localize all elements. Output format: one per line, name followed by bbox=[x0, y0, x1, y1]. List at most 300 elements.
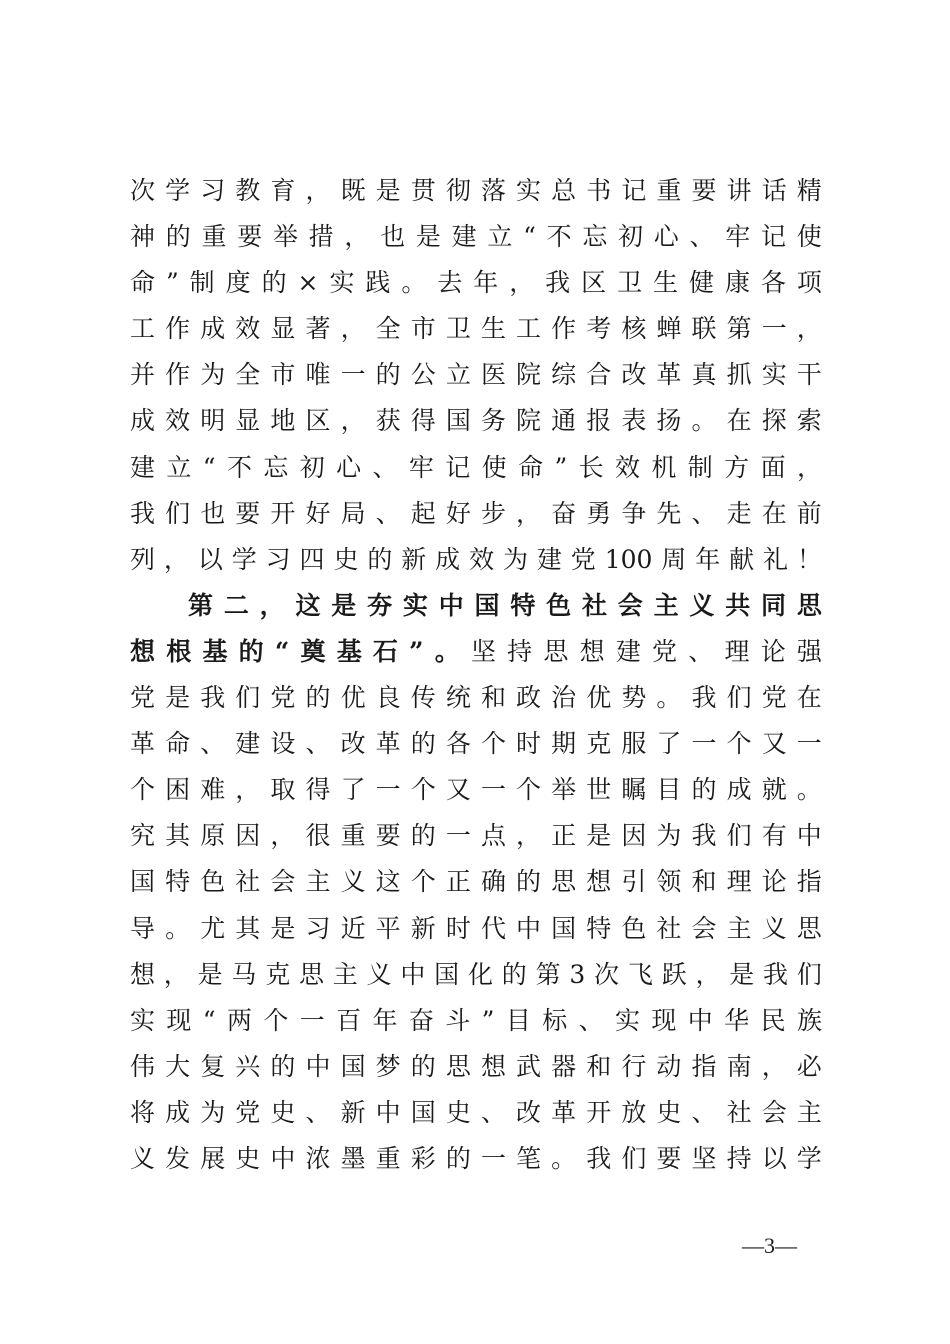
glyph: 话 bbox=[761, 176, 797, 205]
line-text bbox=[130, 176, 822, 205]
glyph: 抓 bbox=[726, 360, 762, 390]
glyph: 中 bbox=[516, 913, 552, 943]
glyph: 重 bbox=[201, 222, 238, 252]
glyph: 习 bbox=[265, 544, 300, 574]
glyph: 次 bbox=[585, 959, 628, 989]
glyph: 步 bbox=[480, 498, 517, 528]
glyph: 基 bbox=[336, 636, 373, 666]
glyph: 思 bbox=[796, 913, 822, 943]
glyph: 统 bbox=[445, 683, 481, 713]
glyph: 先 bbox=[656, 498, 692, 528]
glyph: 革 bbox=[130, 729, 166, 759]
line-text bbox=[130, 1006, 822, 1035]
glyph: 大 bbox=[165, 1051, 201, 1081]
glyph: 显 bbox=[270, 314, 306, 344]
glyph: 色 bbox=[621, 913, 657, 943]
glyph: 干 bbox=[796, 360, 822, 390]
glyph: 命 bbox=[130, 268, 166, 298]
glyph: 奋 bbox=[408, 1005, 446, 1035]
glyph: 明 bbox=[200, 406, 236, 436]
glyph: 个 bbox=[410, 775, 446, 805]
glyph: 献 bbox=[729, 544, 764, 574]
glyph: 的 bbox=[305, 683, 341, 713]
glyph: 理 bbox=[726, 867, 762, 897]
glyph: 党 bbox=[652, 636, 689, 666]
glyph: 在 bbox=[796, 683, 822, 713]
glyph: 设 bbox=[270, 729, 306, 759]
glyph: 史 bbox=[235, 1143, 271, 1173]
glyph: 南 bbox=[726, 1051, 762, 1081]
glyph: 会 bbox=[617, 590, 654, 620]
glyph: 主 bbox=[726, 913, 762, 943]
glyph: 百 bbox=[336, 1005, 373, 1035]
glyph: 要 bbox=[237, 222, 273, 252]
glyph: 第 bbox=[535, 959, 570, 989]
glyph: 地 bbox=[270, 406, 306, 436]
glyph: 领 bbox=[656, 867, 692, 897]
glyph: ， bbox=[344, 222, 381, 252]
glyph: 。 bbox=[551, 1143, 587, 1173]
glyph: 会 bbox=[761, 1097, 797, 1127]
glyph: 的 bbox=[375, 360, 411, 390]
glyph: 也 bbox=[380, 222, 416, 252]
glyph: 建 bbox=[536, 544, 571, 574]
glyph: 放 bbox=[621, 1097, 657, 1127]
glyph: 的 bbox=[270, 1051, 306, 1081]
glyph: 、 bbox=[578, 1005, 615, 1035]
glyph: 点 bbox=[480, 821, 517, 851]
glyph: 争 bbox=[621, 498, 657, 528]
glyph: 措 bbox=[308, 222, 345, 252]
glyph: 想 bbox=[130, 636, 167, 666]
glyph: 四 bbox=[299, 544, 334, 574]
glyph: 是 bbox=[375, 176, 411, 205]
glyph: 一 bbox=[480, 775, 517, 805]
glyph: 我 bbox=[763, 959, 797, 989]
glyph: 列 bbox=[130, 544, 164, 574]
glyph: 院 bbox=[516, 360, 552, 390]
text-line bbox=[130, 998, 822, 1044]
glyph: 实 bbox=[761, 360, 797, 390]
glyph: 举 bbox=[551, 775, 587, 805]
glyph: 效 bbox=[469, 544, 503, 574]
glyph: 立 bbox=[487, 222, 524, 252]
glyph: 持 bbox=[726, 1143, 762, 1173]
glyph: 走 bbox=[726, 498, 762, 528]
glyph: 实 bbox=[402, 590, 439, 620]
glyph: 现 bbox=[651, 1005, 688, 1035]
glyph: 个 bbox=[410, 867, 446, 897]
glyph: ， bbox=[340, 314, 376, 344]
glyph: 取 bbox=[270, 775, 306, 805]
glyph: 年 bbox=[695, 544, 730, 574]
glyph: 、 bbox=[200, 729, 236, 759]
glyph: 革 bbox=[656, 360, 692, 390]
glyph: 记 bbox=[445, 452, 482, 482]
glyph: 革 bbox=[375, 729, 411, 759]
glyph: 精 bbox=[796, 176, 822, 205]
glyph: 效 bbox=[615, 452, 652, 482]
glyph: 们 bbox=[165, 498, 201, 528]
glyph: 市 bbox=[410, 314, 446, 344]
glyph: 卫 bbox=[617, 268, 654, 298]
glyph: 神 bbox=[130, 222, 166, 252]
glyph: 面 bbox=[760, 452, 797, 482]
glyph: 建 bbox=[130, 452, 167, 482]
glyph: 个 bbox=[130, 775, 166, 805]
glyph: ， bbox=[761, 1051, 797, 1081]
glyph: 方 bbox=[724, 452, 761, 482]
glyph: ” bbox=[409, 636, 424, 666]
glyph: 工 bbox=[516, 314, 552, 344]
glyph: 史 bbox=[333, 544, 368, 574]
glyph: 生 bbox=[480, 314, 517, 344]
glyph: 党 bbox=[270, 683, 306, 713]
glyph: 们 bbox=[726, 821, 762, 851]
line-text bbox=[130, 222, 822, 251]
glyph: 根 bbox=[166, 636, 203, 666]
line-text bbox=[130, 406, 822, 435]
glyph: 成 bbox=[726, 775, 762, 805]
glyph: 这 bbox=[375, 867, 411, 897]
glyph: 。 bbox=[656, 683, 692, 713]
line-text bbox=[130, 314, 822, 343]
glyph: 又 bbox=[761, 729, 797, 759]
text-line bbox=[130, 952, 822, 998]
glyph: 既 bbox=[340, 176, 376, 205]
glyph: 在 bbox=[761, 498, 797, 528]
glyph: 一 bbox=[761, 314, 797, 344]
glyph: 共 bbox=[725, 590, 761, 620]
glyph: “ bbox=[202, 452, 216, 482]
text-line bbox=[130, 260, 822, 306]
glyph: 义 bbox=[130, 1143, 166, 1173]
text-line bbox=[130, 906, 822, 952]
glyph: 我 bbox=[200, 683, 236, 713]
glyph: 很 bbox=[305, 821, 341, 851]
page-number: —3— bbox=[742, 1233, 797, 1258]
text-line bbox=[130, 859, 822, 905]
glyph: 特 bbox=[165, 867, 201, 897]
glyph: 想 bbox=[586, 867, 622, 897]
glyph: 通 bbox=[551, 406, 587, 436]
glyph: 瞩 bbox=[621, 775, 657, 805]
glyph: 马 bbox=[231, 959, 266, 989]
glyph: 联 bbox=[691, 314, 727, 344]
glyph: ， bbox=[259, 590, 296, 620]
glyph: 伟 bbox=[130, 1051, 166, 1081]
glyph: 心 bbox=[336, 452, 373, 482]
glyph: 我 bbox=[130, 498, 166, 528]
glyph: 国 bbox=[445, 406, 481, 436]
glyph: 改 bbox=[340, 729, 376, 759]
glyph: 0 bbox=[620, 544, 637, 574]
glyph: 思 bbox=[551, 867, 587, 897]
glyph: 器 bbox=[551, 1051, 587, 1081]
glyph: 真 bbox=[691, 360, 727, 390]
glyph: 报 bbox=[586, 406, 622, 436]
glyph: 一 bbox=[691, 729, 727, 759]
glyph: 为 bbox=[200, 1097, 236, 1127]
glyph: 义 bbox=[689, 590, 726, 620]
glyph: 不 bbox=[215, 452, 264, 482]
glyph: 时 bbox=[516, 729, 552, 759]
glyph: 兴 bbox=[235, 1051, 271, 1081]
glyph: 中 bbox=[270, 1143, 306, 1173]
glyph: 了 bbox=[340, 775, 376, 805]
glyph: 的 bbox=[516, 867, 552, 897]
glyph: 实 bbox=[516, 176, 552, 205]
line-text bbox=[130, 360, 822, 389]
glyph: 势 bbox=[621, 683, 657, 713]
line-text bbox=[130, 867, 822, 896]
glyph: 优 bbox=[340, 683, 376, 713]
glyph: 0 bbox=[636, 544, 653, 574]
glyph: 的 bbox=[165, 222, 202, 252]
glyph: 、 bbox=[305, 1097, 341, 1127]
glyph: 为 bbox=[656, 821, 692, 851]
glyph: 制 bbox=[178, 268, 226, 298]
text-line bbox=[130, 813, 822, 859]
glyph: 、 bbox=[688, 636, 725, 666]
glyph: 社 bbox=[235, 867, 271, 897]
text-line bbox=[130, 445, 822, 491]
glyph: 一 bbox=[480, 1143, 517, 1173]
glyph: 的 bbox=[238, 636, 275, 666]
glyph: 党 bbox=[570, 544, 605, 574]
glyph: 是 bbox=[270, 913, 306, 943]
glyph: 使 bbox=[796, 222, 822, 252]
glyph: 的 bbox=[501, 959, 536, 989]
glyph: 探 bbox=[761, 406, 797, 436]
glyph: 石 bbox=[372, 636, 410, 666]
glyph: 3 bbox=[569, 959, 586, 989]
glyph: 复 bbox=[200, 1051, 236, 1081]
glyph: “ bbox=[202, 1005, 216, 1035]
glyph: 立 bbox=[445, 360, 481, 390]
glyph: 也 bbox=[200, 498, 236, 528]
glyph: 代 bbox=[480, 913, 517, 943]
glyph: 的 bbox=[410, 821, 446, 851]
glyph: 武 bbox=[516, 1051, 552, 1081]
glyph: 学 bbox=[231, 544, 266, 574]
glyph: 成 bbox=[165, 1097, 201, 1127]
glyph: 又 bbox=[445, 775, 481, 805]
glyph: ， bbox=[516, 821, 552, 851]
glyph: 个 bbox=[480, 729, 517, 759]
glyph: 政 bbox=[516, 683, 552, 713]
glyph: 书 bbox=[586, 176, 622, 205]
glyph: 国 bbox=[340, 1051, 376, 1081]
text-line bbox=[130, 214, 822, 260]
glyph: 引 bbox=[621, 867, 657, 897]
line-text bbox=[130, 775, 822, 804]
glyph: 其 bbox=[235, 913, 271, 943]
glyph: 化 bbox=[467, 959, 502, 989]
glyph: 义 bbox=[761, 913, 797, 943]
line-text bbox=[130, 821, 822, 850]
glyph: 中 bbox=[438, 590, 475, 620]
glyph: 中 bbox=[687, 1005, 725, 1035]
glyph: 我 bbox=[691, 821, 727, 851]
glyph: 为 bbox=[502, 544, 537, 574]
glyph: ！ bbox=[796, 544, 822, 574]
glyph: 民 bbox=[760, 1005, 797, 1035]
glyph: 周 bbox=[652, 544, 696, 574]
glyph: 育 bbox=[270, 176, 306, 205]
glyph: 平 bbox=[375, 913, 411, 943]
glyph: ， bbox=[509, 268, 546, 298]
glyph: ， bbox=[796, 452, 822, 482]
glyph: 开 bbox=[270, 498, 306, 528]
glyph: 困 bbox=[165, 775, 201, 805]
glyph: 、 bbox=[691, 498, 727, 528]
glyph: 扬 bbox=[656, 406, 692, 436]
glyph: 是 bbox=[165, 683, 201, 713]
glyph: 中 bbox=[305, 1051, 341, 1081]
glyph: 国 bbox=[474, 590, 511, 620]
glyph: 难 bbox=[200, 775, 236, 805]
glyph: 公 bbox=[410, 360, 446, 390]
glyph: 一 bbox=[375, 775, 411, 805]
glyph: 行 bbox=[621, 1051, 657, 1081]
glyph: 一 bbox=[299, 1005, 337, 1035]
glyph: 克 bbox=[586, 729, 622, 759]
glyph: 史 bbox=[656, 1097, 692, 1127]
glyph: 的 bbox=[367, 544, 402, 574]
glyph: 得 bbox=[410, 406, 446, 436]
glyph: 区 bbox=[581, 268, 618, 298]
glyph: 目 bbox=[494, 1005, 543, 1035]
section-heading-line bbox=[130, 583, 822, 629]
glyph: 。 bbox=[423, 636, 471, 666]
glyph: 良 bbox=[375, 683, 411, 713]
glyph: 生 bbox=[653, 268, 689, 298]
text-line bbox=[130, 306, 822, 352]
glyph: 第 bbox=[726, 314, 762, 344]
glyph: 个 bbox=[726, 729, 762, 759]
glyph: 华 bbox=[724, 1005, 761, 1035]
glyph: 是 bbox=[415, 222, 452, 252]
glyph: 开 bbox=[586, 1097, 622, 1127]
glyph: 机 bbox=[651, 452, 688, 482]
glyph: 论 bbox=[760, 636, 797, 666]
glyph: 实 bbox=[318, 268, 366, 298]
glyph: 治 bbox=[551, 683, 587, 713]
glyph: 忘 bbox=[582, 222, 619, 252]
glyph: 去 bbox=[437, 268, 474, 298]
glyph: 导 bbox=[130, 913, 166, 943]
glyph: 强 bbox=[796, 636, 822, 666]
glyph: 二 bbox=[223, 590, 260, 620]
line-text bbox=[130, 268, 822, 297]
glyph: 了 bbox=[656, 729, 692, 759]
line-text bbox=[471, 637, 822, 666]
glyph: 墨 bbox=[340, 1143, 376, 1173]
glyph: 、 bbox=[305, 729, 341, 759]
glyph: 原 bbox=[200, 821, 236, 851]
glyph: 国 bbox=[551, 913, 587, 943]
glyph: 指 bbox=[691, 1051, 727, 1081]
glyph: 健 bbox=[688, 268, 725, 298]
glyph: 思 bbox=[445, 1051, 481, 1081]
glyph: 综 bbox=[551, 360, 587, 390]
glyph: 目 bbox=[656, 775, 692, 805]
glyph: 国 bbox=[410, 1097, 446, 1127]
glyph: 。 bbox=[796, 775, 822, 805]
glyph: 前 bbox=[796, 498, 822, 528]
glyph: 重 bbox=[375, 1143, 411, 1173]
glyph: 贯 bbox=[410, 176, 446, 205]
glyph: 是 bbox=[586, 821, 622, 851]
glyph: 两 bbox=[215, 1005, 264, 1035]
glyph: 优 bbox=[586, 683, 622, 713]
glyph: 康 bbox=[724, 268, 761, 298]
glyph: 习 bbox=[305, 913, 341, 943]
glyph: 特 bbox=[510, 590, 547, 620]
glyph: 党 bbox=[235, 1097, 271, 1127]
glyph: 作 bbox=[165, 314, 201, 344]
glyph: 各 bbox=[445, 729, 481, 759]
glyph: 革 bbox=[551, 1097, 587, 1127]
glyph: 我 bbox=[586, 1143, 622, 1173]
glyph: 获 bbox=[375, 406, 411, 436]
glyph: 起 bbox=[410, 498, 446, 528]
glyph: ， bbox=[235, 775, 271, 805]
glyph: 全 bbox=[375, 314, 411, 344]
glyph: 习 bbox=[200, 176, 236, 205]
line-text bbox=[130, 545, 822, 574]
glyph: 效 bbox=[235, 314, 271, 344]
glyph: 好 bbox=[445, 498, 481, 528]
glyph: “ bbox=[523, 222, 536, 252]
glyph: 牢 bbox=[725, 222, 761, 252]
glyph: 命 bbox=[518, 452, 555, 482]
glyph: 不 bbox=[535, 222, 583, 252]
line-text bbox=[130, 499, 822, 528]
glyph: 要 bbox=[375, 821, 411, 851]
glyph: 和 bbox=[480, 683, 517, 713]
glyph: 跃 bbox=[661, 959, 696, 989]
glyph: 践 bbox=[365, 268, 402, 298]
glyph: 得 bbox=[305, 775, 341, 805]
glyph: 要 bbox=[235, 498, 271, 528]
glyph: 必 bbox=[796, 1051, 822, 1081]
glyph: 、 bbox=[372, 452, 409, 482]
glyph: 显 bbox=[235, 406, 271, 436]
body-text bbox=[130, 168, 822, 1182]
glyph: 学 bbox=[165, 176, 201, 205]
glyph: 表 bbox=[621, 406, 657, 436]
glyph: ， bbox=[270, 821, 306, 851]
glyph: 主 bbox=[305, 867, 341, 897]
glyph: 主 bbox=[332, 959, 367, 989]
glyph: 。 bbox=[165, 913, 201, 943]
text-line bbox=[130, 352, 822, 398]
glyph: 以 bbox=[197, 544, 232, 574]
glyph: 一 bbox=[340, 360, 376, 390]
glyph: 并 bbox=[130, 360, 166, 390]
glyph: 的 bbox=[261, 268, 298, 298]
glyph: 长 bbox=[567, 452, 615, 482]
glyph: 初 bbox=[299, 452, 337, 482]
glyph: 就 bbox=[761, 775, 797, 805]
glyph: 彩 bbox=[410, 1143, 446, 1173]
glyph: 落 bbox=[480, 176, 517, 205]
glyph: ， bbox=[516, 498, 552, 528]
glyph: 市 bbox=[270, 360, 306, 390]
glyph: 思 bbox=[796, 590, 822, 620]
